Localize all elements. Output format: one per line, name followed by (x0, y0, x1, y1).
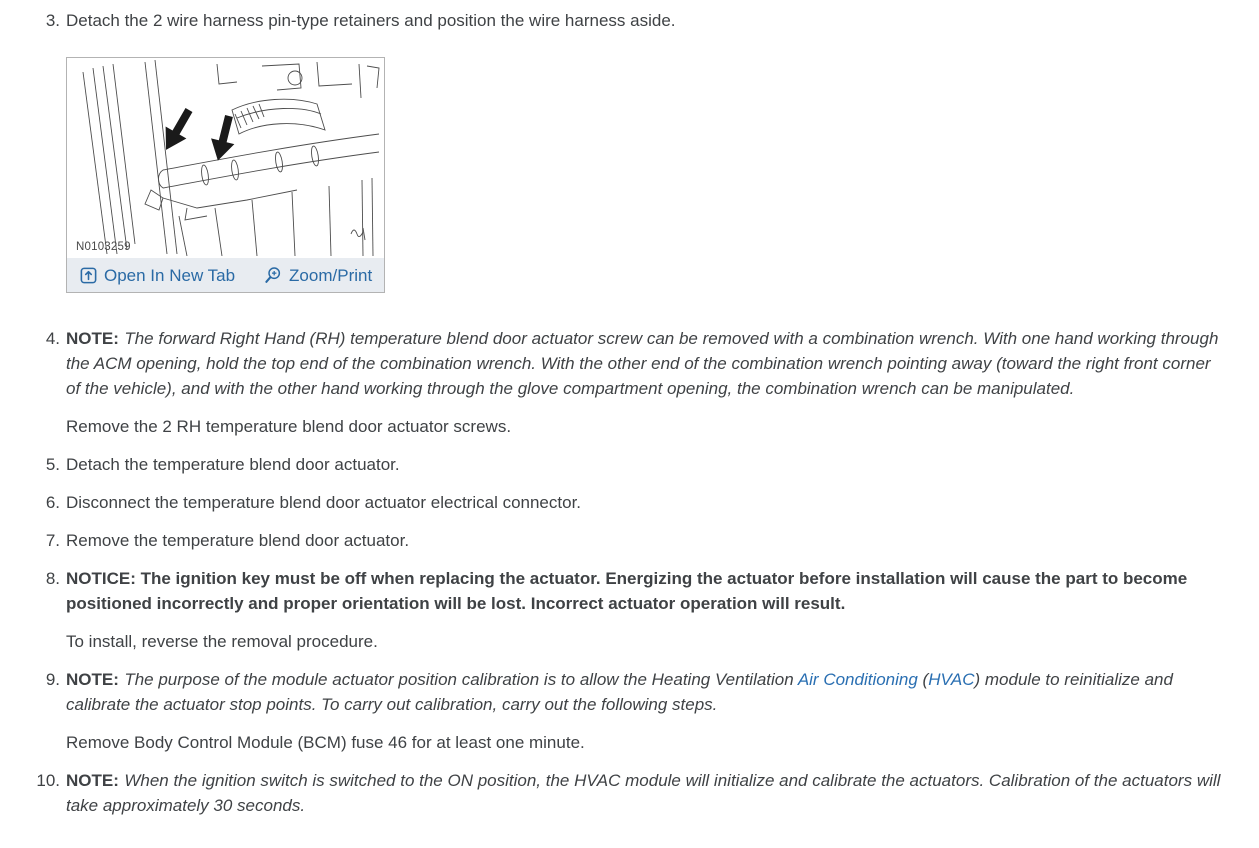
note-text: ( (917, 670, 929, 689)
step-text: Detach the temperature blend door actuator. (66, 455, 400, 474)
note-label: NOTE: (66, 771, 119, 790)
air-conditioning-link[interactable]: Air Conditioning (797, 670, 918, 689)
step-text: Disconnect the temperature blend door actuator electrical connector. (66, 493, 582, 512)
note-text: When the ignition switch is switched to the ON position, the HVAC module will initialize and calibrate the actuators. Calibration of the actuators will take approximately 30 seconds. (66, 771, 1221, 815)
line-art-drawing (67, 58, 382, 256)
open-in-new-tab-label: Open In New Tab (104, 265, 236, 285)
step-number: 5. (45, 455, 60, 474)
step-text: Remove the temperature blend door actuator. (66, 531, 410, 550)
step-text: Remove the 2 RH temperature blend door actuator screws. (66, 417, 512, 436)
figure-id-label: N0103259 (76, 241, 131, 253)
step-number: 10. (36, 771, 60, 790)
step-item-7 (0, 528, 1225, 553)
note-label: NOTE: (66, 670, 119, 689)
note-label: NOTE: (66, 329, 119, 348)
step-number: 4. (45, 329, 60, 348)
hvac-link[interactable]: HVAC (928, 670, 975, 689)
note-text: The forward Right Hand (RH) temperature blend door actuator screw can be removed with a combination wrench. With one hand working through the ACM opening, hold the top end of the combination wrench. With the other end of the combination wrench pointing away (toward the right front corner of the vehicle), and with the other hand working through the glove compartment opening, the combination wrench can be manipulated. (66, 329, 1219, 398)
step-item-9 (0, 667, 1225, 755)
open-in-new-tab-link[interactable] (80, 263, 235, 288)
harness-illustration (67, 58, 384, 258)
zoom-print-label: Zoom/Print (289, 265, 373, 285)
step-number: 3. (45, 11, 60, 30)
step-item-5 (0, 452, 1225, 477)
step-text: Remove Body Control Module (BCM) fuse 46 for at least one minute. (66, 733, 585, 752)
note-paragraph (66, 326, 1225, 401)
pointer-arrows (156, 104, 241, 164)
step-number: 9. (45, 670, 60, 689)
figure-toolbar (67, 258, 384, 292)
notice-text: NOTICE: The ignition key must be off when replacing the actuator. Energizing the actuator before installation will cause the part to become positioned incorrectly and proper orientation will be lost. Incorrect actuator operation will result. (66, 569, 1188, 613)
zoom-plus-icon (263, 266, 282, 285)
step-item-4 (0, 326, 1225, 439)
note-text: ) module to reinitialize and calibrate the actuator stop points. To carry out calibration, carry out the following steps. (66, 670, 1173, 714)
step-number: 6. (45, 493, 60, 512)
open-in-new-tab-icon (80, 267, 97, 284)
step-number: 7. (45, 531, 60, 550)
note-text: The purpose of the module actuator position calibration is to allow the Heating Ventilation (124, 670, 798, 689)
step-text: To install, reverse the removal procedure. (66, 632, 378, 651)
note-paragraph (66, 667, 1225, 717)
step-item-8 (0, 566, 1225, 654)
figure-n0103259 (66, 57, 385, 293)
step-number: 8. (45, 569, 60, 588)
step-item-3 (0, 8, 1225, 313)
note-paragraph (66, 768, 1225, 818)
zoom-print-link[interactable] (263, 263, 372, 288)
step-item-6 (0, 490, 1225, 515)
step-item-10 (0, 768, 1225, 818)
step-text: Detach the 2 wire harness pin-type retainers and position the wire harness aside. (66, 11, 676, 30)
